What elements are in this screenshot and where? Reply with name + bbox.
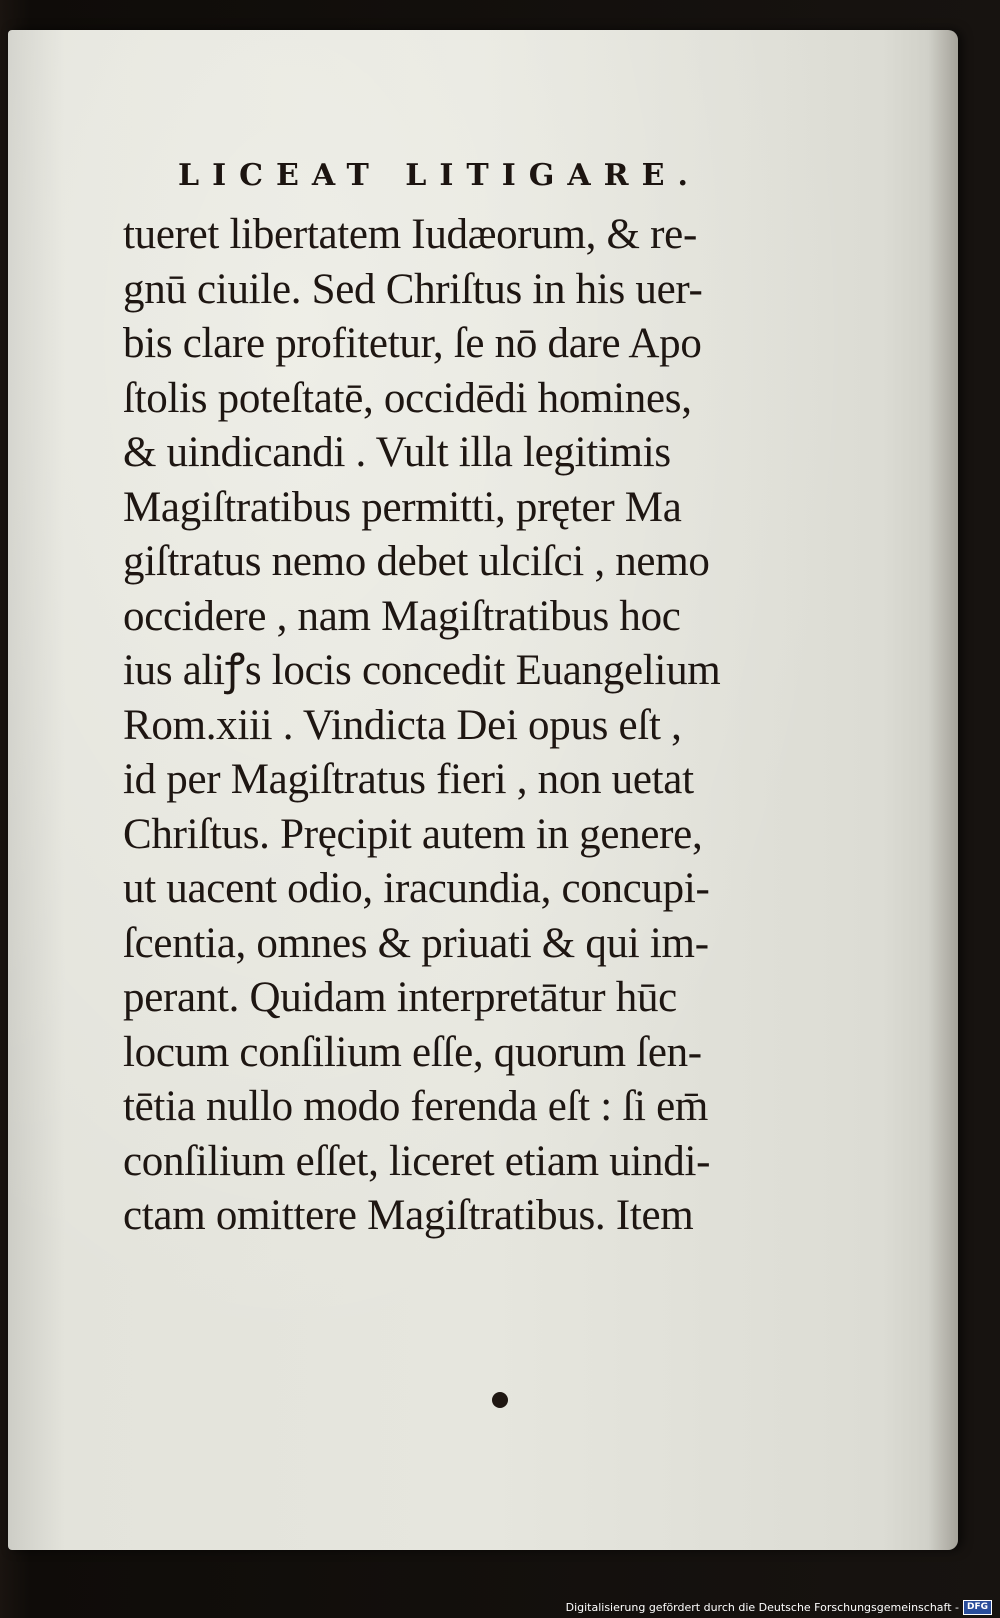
text-line: tueret libertatem Iudæorum, & re- (123, 211, 697, 258)
text-line: ius aliꝭs locis concedit Euangelium (123, 647, 721, 694)
text-line: locum conſilium eſſe, quorum ſen- (123, 1028, 702, 1076)
text-line: ſcentia, omnes & priuati & qui im- (123, 919, 709, 967)
text-line: gnū ciuile. Sed Chriſtus in his uer- (123, 265, 703, 313)
text-line: tētia nullo modo ferenda eſt : ſi em̄ (123, 1083, 709, 1130)
book-page (8, 30, 958, 1550)
text-line: occidere , nam Magiſtratibus hoc (123, 592, 681, 640)
text-line: Rom.xiii . Vindicta Dei opus eſt , (123, 701, 682, 749)
text-line: bis clare profitetur, ſe nō dare Apo (123, 320, 702, 367)
credit-text: Digitalisierung gefördert durch die Deutsche Forschungsgemeinschaft - (565, 1600, 959, 1614)
text-line: Magiſtratibus permitti, pręter Ma (123, 483, 682, 531)
dfg-logo: DFG (963, 1600, 992, 1615)
text-line: Chriſtus. Pręcipit autem in genere, (123, 810, 703, 858)
text-line: conſilium eſſet, liceret etiam uindi- (123, 1137, 711, 1185)
digitization-credit (566, 1598, 992, 1616)
text-line: perant. Quidam interpretātur hūc (123, 974, 677, 1021)
ornament-dot (492, 1392, 508, 1408)
text-line: & uindicandi . Vult illa legitimis (123, 429, 671, 476)
text-line: ut uacent odio, iracundia, concupi- (123, 865, 710, 912)
text-line: giſtratus nemo debet ulciſci , nemo (123, 538, 710, 585)
text-line: ſtolis poteſtatē, occidēdi homines, (123, 374, 692, 422)
text-line: id per Magiſtratus fieri , non uetat (123, 756, 694, 803)
running-head: LICEAT LITIGARE. (178, 158, 701, 193)
text-line: ctam omittere Magiſtratibus. Item (123, 1192, 694, 1239)
text-block (123, 208, 843, 1244)
